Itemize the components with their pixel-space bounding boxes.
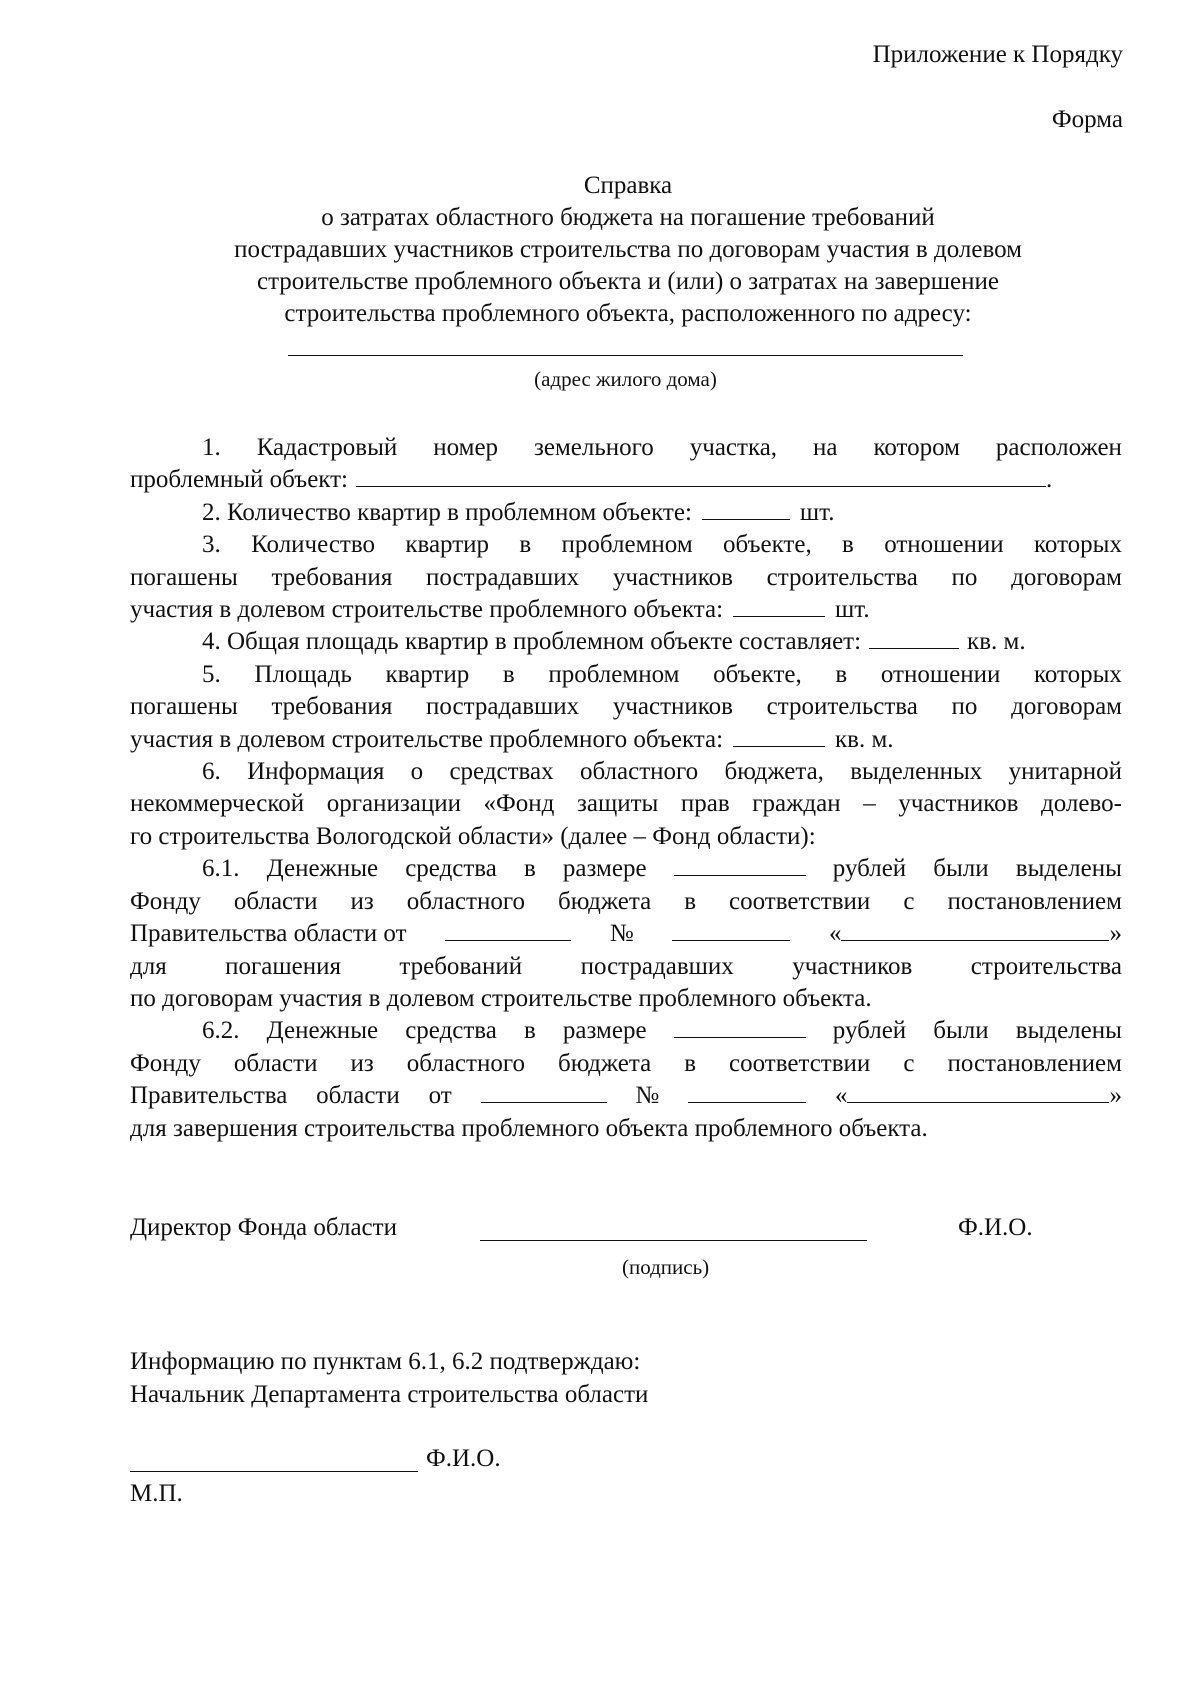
word: области <box>233 1049 318 1077</box>
department-signature-blank[interactable] <box>130 1471 418 1472</box>
word: защиты <box>577 790 659 818</box>
word: 1. <box>202 434 221 461</box>
word: соответствии <box>729 887 871 915</box>
item-6-1-line <box>130 951 1122 983</box>
decree-date-6-2-blank[interactable] <box>481 1080 607 1103</box>
word: области <box>233 887 318 915</box>
word: договорам <box>1011 563 1122 591</box>
word: Денежные <box>266 855 379 883</box>
word: – <box>863 790 876 818</box>
word: в <box>519 531 532 559</box>
decree-name-6-1 <box>829 918 1122 950</box>
director-fio: Ф.И.О. <box>958 1214 1033 1241</box>
word: были <box>933 1017 989 1045</box>
word: отношении <box>880 660 1001 688</box>
amount-6-1-blank[interactable] <box>674 853 806 876</box>
word: строительства <box>766 693 918 721</box>
item-6-2-line <box>130 1015 1122 1047</box>
word: граждан <box>752 790 841 818</box>
appendix-note: Приложение к Порядку <box>872 41 1123 68</box>
word: средствах <box>449 758 554 786</box>
quote-open: « <box>828 920 842 948</box>
word: из <box>350 887 374 915</box>
text: для завершения строительства проблемного объекта проблемного объекта. <box>130 1114 928 1142</box>
word: участников <box>898 790 1019 818</box>
word: выделены <box>1015 1017 1122 1045</box>
word: из <box>350 1049 374 1077</box>
document-title <box>130 170 1126 330</box>
word: погашены <box>130 693 238 721</box>
text: 2. Количество квартир в проблемном объекте: <box>202 498 692 526</box>
word: отношении <box>884 531 1004 559</box>
word: выделены <box>1015 855 1122 883</box>
word: которых <box>1033 660 1122 688</box>
address-blank[interactable] <box>288 355 963 356</box>
title-line: строительства проблемного объекта, расположенного по адресу: <box>284 300 972 327</box>
item-6-2-line <box>130 1113 1122 1145</box>
word: унитарной <box>1008 758 1122 786</box>
word: пострадавших <box>425 563 580 591</box>
word: постановлением <box>947 887 1122 915</box>
word: некоммерческой <box>130 790 305 818</box>
word: для <box>130 952 167 980</box>
decree-name-6-1-blank[interactable] <box>841 918 1109 941</box>
text: участия в долевом строительстве проблемного объекта: <box>130 725 724 753</box>
word: средства <box>405 855 497 883</box>
item-5-line <box>130 659 1122 691</box>
form-label: Форма <box>1051 106 1123 133</box>
word: организации <box>326 790 461 818</box>
text: по договорам участия в долевом строительстве проблемного объекта. <box>130 984 872 1012</box>
item-5-line <box>130 724 1122 756</box>
item-6-1-line <box>130 918 1122 950</box>
text: . <box>1045 466 1053 494</box>
item-6-line <box>130 788 1122 820</box>
word: земельного <box>534 434 654 461</box>
word: Денежные <box>266 1017 379 1045</box>
word: расположен <box>995 434 1122 461</box>
confirmation-text: Информацию по пунктам 6.1, 6.2 подтверждаю: <box>130 1348 641 1375</box>
word: рублей <box>832 855 907 883</box>
word: пострадавших <box>425 693 580 721</box>
word: квартир <box>405 531 490 559</box>
word: областного <box>579 758 699 786</box>
number-sign: № <box>635 1082 660 1110</box>
word: в <box>524 1017 536 1045</box>
word: требования <box>271 693 393 721</box>
director-label: Директор Фонда области <box>130 1214 397 1241</box>
word: по <box>951 693 978 721</box>
word: областного <box>406 1049 525 1077</box>
item-2-line <box>130 497 1122 529</box>
word: «Фонд <box>483 790 555 818</box>
word: прав <box>680 790 730 818</box>
item-6-1-line <box>130 983 1122 1015</box>
title-line: Справка <box>583 172 673 199</box>
word: Правительства <box>130 1082 288 1110</box>
word: средства <box>405 1017 497 1045</box>
decree-number-6-1-blank[interactable] <box>672 918 790 941</box>
word: котором <box>873 434 960 461</box>
item-6-2-line <box>130 1080 1122 1112</box>
word: номер <box>433 434 499 461</box>
settled-area-blank[interactable] <box>733 724 825 747</box>
word: размере <box>562 855 647 883</box>
unit: шт. <box>799 498 835 526</box>
word: на <box>813 434 838 461</box>
word: Информация <box>247 758 385 786</box>
cadastral-number-blank[interactable] <box>356 464 1046 487</box>
director-signature-blank[interactable] <box>480 1240 867 1241</box>
address-caption: (адрес жилого дома) <box>534 367 717 391</box>
department-head-fio: Ф.И.О. <box>426 1445 501 1472</box>
item-5-line <box>130 691 1122 723</box>
word: участников <box>612 693 733 721</box>
word: в <box>835 660 848 688</box>
word: участников <box>792 952 913 980</box>
word: рублей <box>832 1017 907 1045</box>
word: 6.1. <box>202 855 240 883</box>
unit: кв. м. <box>967 628 1026 656</box>
decree-number-6-2-blank[interactable] <box>688 1080 806 1103</box>
item-6-line <box>130 821 1122 853</box>
stamp-place: М.П. <box>130 1480 183 1507</box>
item-3-line <box>130 562 1122 594</box>
word: требований <box>399 952 523 980</box>
settled-apartments-blank[interactable] <box>733 594 825 617</box>
unit: шт. <box>835 596 870 624</box>
word: Площадь <box>254 660 352 688</box>
word: постановлением <box>947 1049 1122 1077</box>
number-sign: № <box>609 920 634 948</box>
word: квартир <box>385 660 470 688</box>
title-line: о затратах областного бюджета на погашение требований <box>321 204 935 231</box>
word: требования <box>271 563 393 591</box>
item-6-1-line <box>130 853 1122 885</box>
word: выделенных <box>850 758 983 786</box>
text: Правительства области от <box>130 920 407 948</box>
word: 6.2. <box>202 1017 240 1045</box>
word: погашены <box>130 563 238 591</box>
amount-6-2-blank[interactable] <box>674 1015 806 1038</box>
word: по <box>951 563 978 591</box>
word: проблемном <box>548 660 680 688</box>
title-line: пострадавших участников строительства по договорам участия в долевом <box>234 236 1022 263</box>
word: строительства <box>970 952 1122 980</box>
word: в <box>684 887 697 915</box>
word: от <box>428 1082 452 1110</box>
item-1-line <box>130 432 1122 464</box>
word: в <box>524 855 536 883</box>
word: которых <box>1034 531 1122 559</box>
text: проблемный объект: <box>130 466 348 494</box>
unit: кв. м. <box>835 725 894 753</box>
word: 3. <box>202 531 221 559</box>
word: погашения <box>225 952 341 980</box>
quote-close: » <box>1109 1082 1122 1110</box>
word: с <box>903 1049 915 1077</box>
word: Кадастровый <box>256 434 398 461</box>
item-3-line <box>130 594 1122 626</box>
word: размере <box>562 1017 647 1045</box>
word: соответствии <box>729 1049 871 1077</box>
item-6-2-line <box>130 1048 1122 1080</box>
word: строительства <box>766 563 918 591</box>
word: 5. <box>202 660 221 688</box>
word: Фонду <box>130 887 201 915</box>
word: в <box>502 660 515 688</box>
word: долево- <box>1041 790 1122 818</box>
address-field <box>288 355 963 392</box>
word: Количество <box>251 531 375 559</box>
decree-date-6-1-blank[interactable] <box>445 918 571 941</box>
quote-close: » <box>1109 920 1122 948</box>
word: в <box>842 531 854 559</box>
document-body <box>130 432 1122 1145</box>
apartments-count-blank[interactable] <box>702 497 790 520</box>
word: участка, <box>689 434 778 461</box>
text: го строительства Вологодской области» (далее – Фонд области): <box>130 822 816 850</box>
item-4-line <box>130 626 1122 658</box>
word: о <box>410 758 424 786</box>
word: объекте, <box>713 660 802 688</box>
word: бюджета <box>557 887 652 915</box>
word: Фонду <box>130 1049 201 1077</box>
word: бюджета <box>557 1049 652 1077</box>
item-6-line <box>130 756 1122 788</box>
word: договорам <box>1011 693 1122 721</box>
word: области <box>316 1082 400 1110</box>
word: объекте, <box>722 531 812 559</box>
word: в <box>684 1049 697 1077</box>
department-head-label: Начальник Департамента строительства области <box>130 1381 649 1408</box>
decree-name-6-2 <box>835 1080 1122 1112</box>
word: проблемном <box>561 531 693 559</box>
total-area-blank[interactable] <box>869 626 959 649</box>
word: 6. <box>202 758 221 786</box>
word: пострадавших <box>580 952 734 980</box>
text: 4. Общая площадь квартир в проблемном объекте составляет: <box>202 628 862 656</box>
item-3-line <box>130 529 1122 561</box>
word: областного <box>406 887 525 915</box>
word: участников <box>612 563 733 591</box>
word: были <box>933 855 989 883</box>
word: с <box>903 887 915 915</box>
signature-caption: (подпись) <box>622 1255 710 1279</box>
text: участия в долевом строительстве проблемного объекта: <box>130 596 724 624</box>
item-6-1-line <box>130 886 1122 918</box>
confirmation-block <box>130 1345 648 1411</box>
decree-name-6-2-blank[interactable] <box>847 1080 1109 1103</box>
word: бюджета, <box>724 758 824 786</box>
quote-open: « <box>834 1082 848 1110</box>
title-line: строительстве проблемного объекта и (или) о затратах на завершение <box>256 268 1000 295</box>
item-1-line <box>130 464 1122 496</box>
